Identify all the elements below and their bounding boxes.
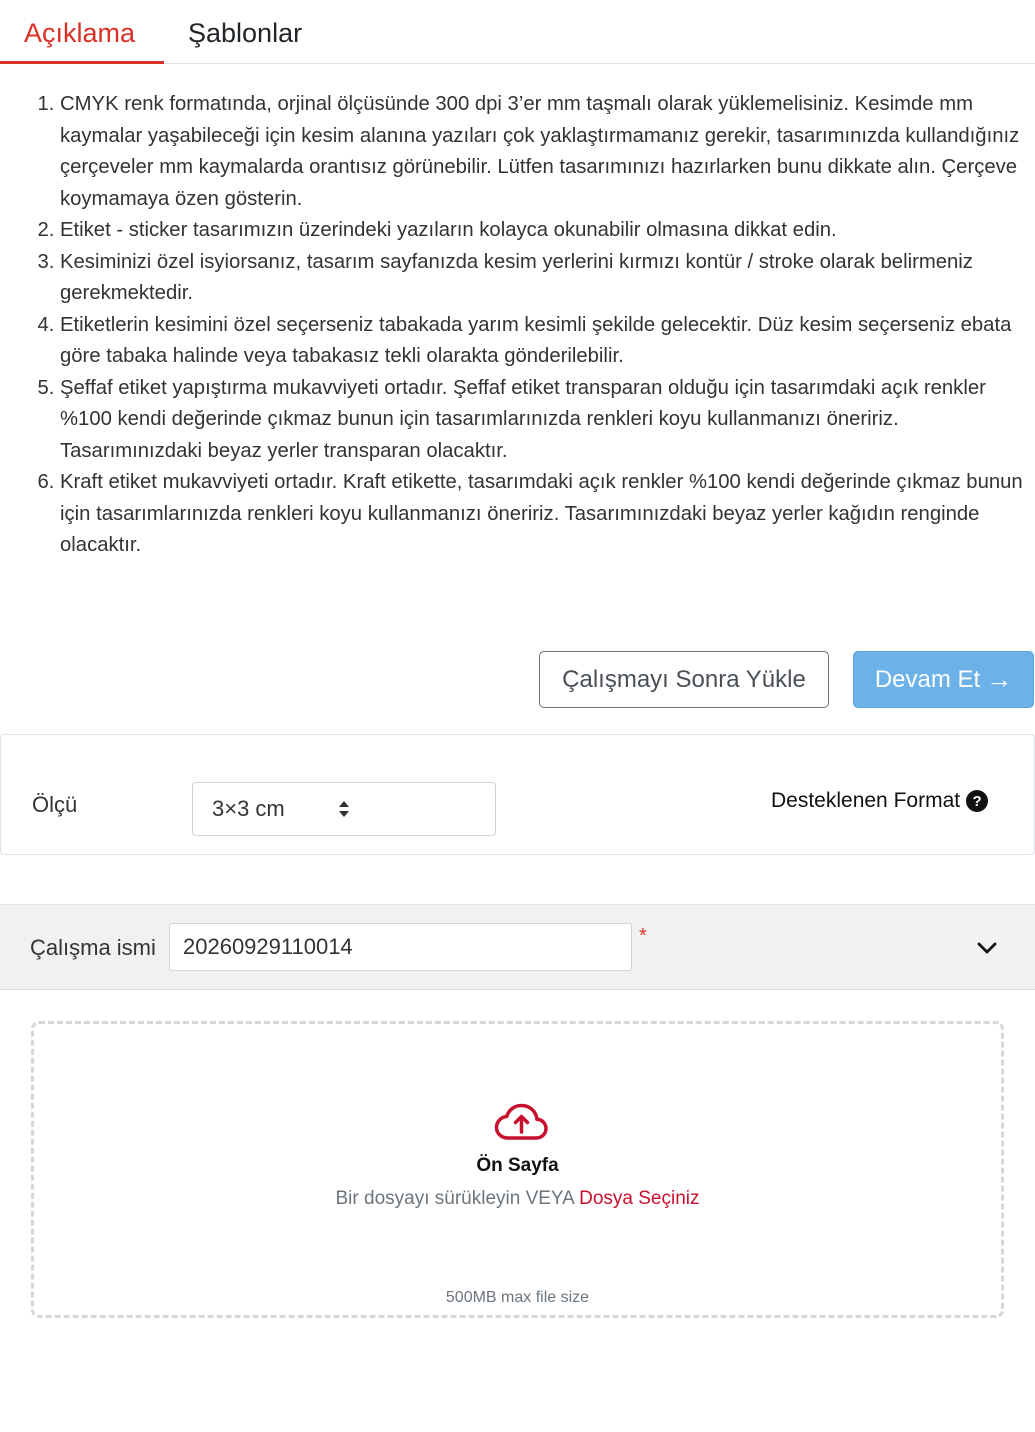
- upload-later-button[interactable]: [539, 651, 829, 708]
- upload-hint-text: Bir dosyayı sürükleyin VEYA: [335, 1188, 574, 1209]
- size-card: [0, 734, 1035, 855]
- continue-button[interactable]: [853, 651, 1034, 708]
- instructions-panel: [20, 89, 1030, 562]
- required-indicator: *: [639, 925, 647, 947]
- list-item: 2. Etiket - sticker tasarımızın üzerindeki yazıların kolayca okunabilir olmasına dikkat edin.: [60, 215, 1030, 247]
- job-name-label: Çalışma ismi: [30, 935, 156, 960]
- select-caret-icon: [337, 797, 351, 821]
- job-name-input[interactable]: [169, 923, 632, 971]
- list-item: 4. Etiketlerin kesimini özel seçerseniz tabakada yarım kesimli şekilde gelecektir. Düz kesim seçerseniz ebata göre tabaka halinde veya tabakasız tekli olarakta gönderilebilir.: [60, 310, 1030, 373]
- supported-format-label: Desteklenen Format: [771, 789, 961, 812]
- size-select[interactable]: [192, 782, 496, 836]
- upload-later-label: Çalışmayı Sonra Yükle: [562, 665, 806, 693]
- list-item: 3. Kesiminizi özel isyiorsanız, tasarım sayfanızda kesim yerlerini kırmızı kontür / stroke olarak belirmeniz gerekmektedir.: [60, 247, 1030, 310]
- job-name-bar: [0, 904, 1035, 990]
- chevron-down-icon[interactable]: [976, 937, 998, 959]
- upload-hint: [34, 1188, 1001, 1210]
- choose-file-link[interactable]: Dosya Seçiniz: [579, 1188, 700, 1209]
- tab-bar: [0, 0, 1035, 64]
- tab-aciklama[interactable]: Açıklama: [24, 18, 136, 48]
- active-tab-indicator: [0, 61, 164, 64]
- max-file-size: 500MB max file size: [445, 1289, 590, 1306]
- help-icon[interactable]: ?: [966, 790, 988, 812]
- list-item: 5. Şeffaf etiket yapıştırma mukavviyeti ortadır. Şeffaf etiket transparan olduğu için tasarımdaki açık renkler %100 kendi değerinde çıkmaz bunun için tasarımlarınızda renkleri koyu kullanmanızı öneririz. Tasarımınızdaki beyaz yerler transparan olacaktır.: [60, 373, 1030, 468]
- instructions-list: [20, 89, 1030, 562]
- upload-title: Ön Sayfa: [476, 1155, 559, 1176]
- supported-format-link[interactable]: [771, 789, 988, 813]
- list-item: 6. Kraft etiket mukavviyeti ortadır. Kraft etikette, tasarımdaki açık renkler %100 kendi değerinde çıkmaz bunun için tasarımlarınızda renkleri koyu kullanmanızı öneririz. Tasarımınızdaki beyaz yerler kağıdın renginde olacaktır.: [60, 467, 1030, 562]
- upload-dropzone[interactable]: [31, 1021, 1004, 1318]
- size-label: Ölçü: [32, 792, 78, 817]
- continue-label: Devam Et: [874, 665, 981, 693]
- tab-sablonlar[interactable]: Şablonlar: [188, 18, 303, 48]
- list-item: 1. CMYK renk formatında, orjinal ölçüsünde 300 dpi 3’er mm taşmalı olarak yüklemelisiniz. Kesimde mm kaymalar yaşabileceği için kesim alanına yazıları çok yaklaştırmamanız gerekir, tasarımınızda kullandığınız çerçeveler mm kaymalarda orantısız görünebilir. Lütfen tasarımınızı hazırlarken bunu dikkate alın. Çerçeve koymamaya özen gösterin.: [60, 89, 1030, 215]
- size-select-value: 3×3 cm: [212, 796, 285, 821]
- arrow-right-icon: →: [986, 664, 1013, 694]
- cloud-upload-icon: [494, 1103, 548, 1141]
